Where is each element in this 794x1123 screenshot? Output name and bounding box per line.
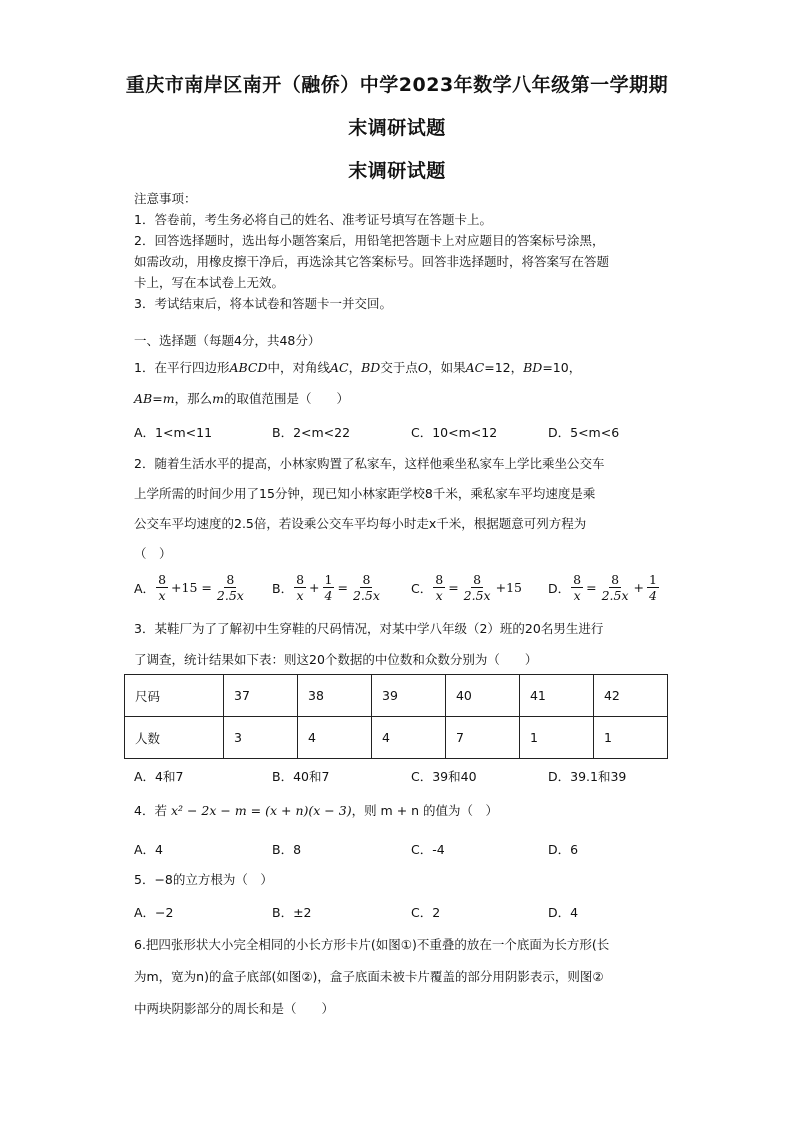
q4-option-b[interactable]: B．8 — [272, 842, 302, 857]
table-cell: 37 — [224, 675, 298, 717]
shoe-size-table — [124, 674, 668, 759]
q1-option-c[interactable]: C．10<m<12 — [411, 425, 498, 440]
q3-line: 3．某鞋厂为了了解初中生穿鞋的尺码情况，对某中学八年级（2）班的20名男生进行 — [134, 621, 604, 636]
q5-option-a[interactable]: A．−2 — [134, 905, 174, 920]
fraction: $\frac{8}{2.5x}$ — [352, 572, 380, 603]
fraction: $\frac{8}{2.5x}$ — [463, 572, 491, 603]
q2-line: （ ） — [134, 546, 172, 561]
table-row — [125, 675, 668, 717]
q2-option-b[interactable]: B． $\frac{8}{x}$ + $\frac{1}{4}$ = $\frac{8}{2.5x}$ — [272, 572, 380, 603]
q1-option-a[interactable]: A．1<m<11 — [134, 425, 213, 440]
fraction: $\frac{1}{4}$ — [649, 572, 657, 603]
q2-option-d[interactable]: D． $\frac{8}{x}$ = $\frac{8}{2.5x}$ + $\frac{1}{4}$ — [548, 572, 657, 603]
table-cell: 人数 — [125, 717, 224, 759]
q2-option-c[interactable]: C． $\frac{8}{x}$ = $\frac{8}{2.5x}$ +15 — [411, 572, 522, 603]
q3-option-d[interactable]: D．39.1和39 — [548, 769, 627, 784]
fraction: $\frac{8}{x}$ — [158, 572, 167, 603]
fraction: $\frac{8}{x}$ — [573, 572, 582, 603]
q5-line: 5．−8的立方根为（ ） — [134, 872, 273, 887]
q5-option-b[interactable]: B．±2 — [272, 905, 312, 920]
notes-item: 2．回答选择题时，选出每小题答案后，用铅笔把答题卡上对应题目的答案标号涂黑， — [134, 233, 605, 248]
fraction: $\frac{8}{2.5x}$ — [216, 572, 244, 603]
q4-expression: x² − 2x − m = (x + n)(x − 3) — [170, 803, 352, 818]
notes-heading: 注意事项： — [134, 191, 197, 206]
question-6 — [134, 929, 664, 1025]
q1-option-d[interactable]: D．5<m<6 — [548, 425, 620, 440]
table-cell: 1 — [519, 717, 593, 759]
section-heading — [134, 327, 664, 355]
q1-option-b[interactable]: B．2<m<22 — [272, 425, 351, 440]
table-cell: 1 — [593, 717, 667, 759]
notes-item: 1．答卷前，考生务必将自己的姓名、准考证号填写在答题卡上。 — [134, 212, 492, 227]
fraction: $\frac{8}{x}$ — [435, 572, 444, 603]
q5-option-c[interactable]: C．2 — [411, 905, 441, 920]
q3-option-b[interactable]: B．40和7 — [272, 769, 330, 784]
q1-options — [134, 423, 674, 447]
table-cell: 3 — [224, 717, 298, 759]
table-row — [125, 717, 668, 759]
notes-item: 如需改动，用橡皮擦干净后，再选涂其它答案标号。回答非选择题时，将答案写在答题 — [134, 254, 610, 269]
q2-line: 公交车平均速度的2.5倍，若设乘公交车平均每小时走x千米，根据题意可列方程为 — [134, 516, 587, 531]
table-cell: 42 — [593, 675, 667, 717]
q1-line-2: AB=m，那么m的取值范围是（ ） — [134, 391, 349, 406]
table-cell: 39 — [372, 675, 446, 717]
q6-line: 为m，宽为n)的盒子底部(如图②)，盒子底面未被卡片覆盖的部分用阴影表示，则图② — [134, 969, 604, 984]
section-1-heading: 一、选择题（每题4分，共48分） — [134, 333, 321, 348]
q3-option-c[interactable]: C．39和40 — [411, 769, 477, 784]
q2-line: 上学所需的时间少用了15分钟，现已知小林家距学校8千米，乘私家车平均速度是乘 — [134, 486, 596, 501]
title-line-2: 末调研试题 — [348, 117, 446, 139]
table-cell: 41 — [519, 675, 593, 717]
question-5 — [134, 866, 664, 894]
table-cell: 38 — [298, 675, 372, 717]
q3-line: 了调查，统计结果如下表：则这20个数据的中位数和众数分别为（ ） — [134, 652, 538, 667]
fraction: $\frac{8}{2.5x}$ — [601, 572, 629, 603]
question-2 — [134, 449, 664, 569]
notes-section — [134, 188, 664, 314]
title-line-1: 重庆市南岸区南开（融侨）中学2023年数学八年级第一学期期 — [125, 74, 669, 96]
title-line-3: 末调研试题 — [348, 160, 446, 182]
q6-line: 6.把四张形状大小完全相同的小长方形卡片(如图①)不重叠的放在一个底面为长方形(长 — [134, 937, 610, 952]
notes-item: 卡上，写在本试卷上无效。 — [134, 275, 285, 290]
question-3 — [134, 613, 664, 675]
q3-option-a[interactable]: A．4和7 — [134, 769, 184, 784]
question-1 — [134, 354, 664, 413]
q5-option-d[interactable]: D．4 — [548, 905, 579, 920]
q1-line-1: 1．在平行四边形ABCD中，对角线AC，BD交于点O，如果AC=12，BD=10， — [134, 360, 582, 375]
table-cell: 40 — [445, 675, 519, 717]
table-cell: 4 — [372, 717, 446, 759]
q3-options — [134, 767, 674, 791]
q2-line: 2．随着生活水平的提高，小林家购置了私家车，这样他乘坐私家车上学比乘坐公交车 — [134, 456, 605, 471]
q4-line: 4．若 x² − 2x − m = (x + n)(x − 3)，则 m + n 的值为（ ） — [134, 803, 499, 818]
question-4 — [134, 797, 664, 825]
table-cell: 尺码 — [125, 675, 224, 717]
q6-line: 中两块阴影部分的周长和是（ ） — [134, 1001, 335, 1016]
q4-option-d[interactable]: D．6 — [548, 842, 579, 857]
q5-options — [134, 903, 674, 927]
q2-option-a[interactable]: A． $\frac{8}{x}$ +15 = $\frac{8}{2.5x}$ — [134, 572, 244, 603]
notes-item: 3．考试结束后，将本试卷和答题卡一并交回。 — [134, 296, 392, 311]
table-cell: 7 — [445, 717, 519, 759]
fraction: $\frac{1}{4}$ — [324, 572, 333, 603]
fraction: $\frac{8}{x}$ — [296, 572, 305, 603]
table-cell: 4 — [298, 717, 372, 759]
q4-options — [134, 840, 674, 864]
q4-option-a[interactable]: A．4 — [134, 842, 164, 857]
q4-option-c[interactable]: C．-4 — [411, 842, 445, 857]
